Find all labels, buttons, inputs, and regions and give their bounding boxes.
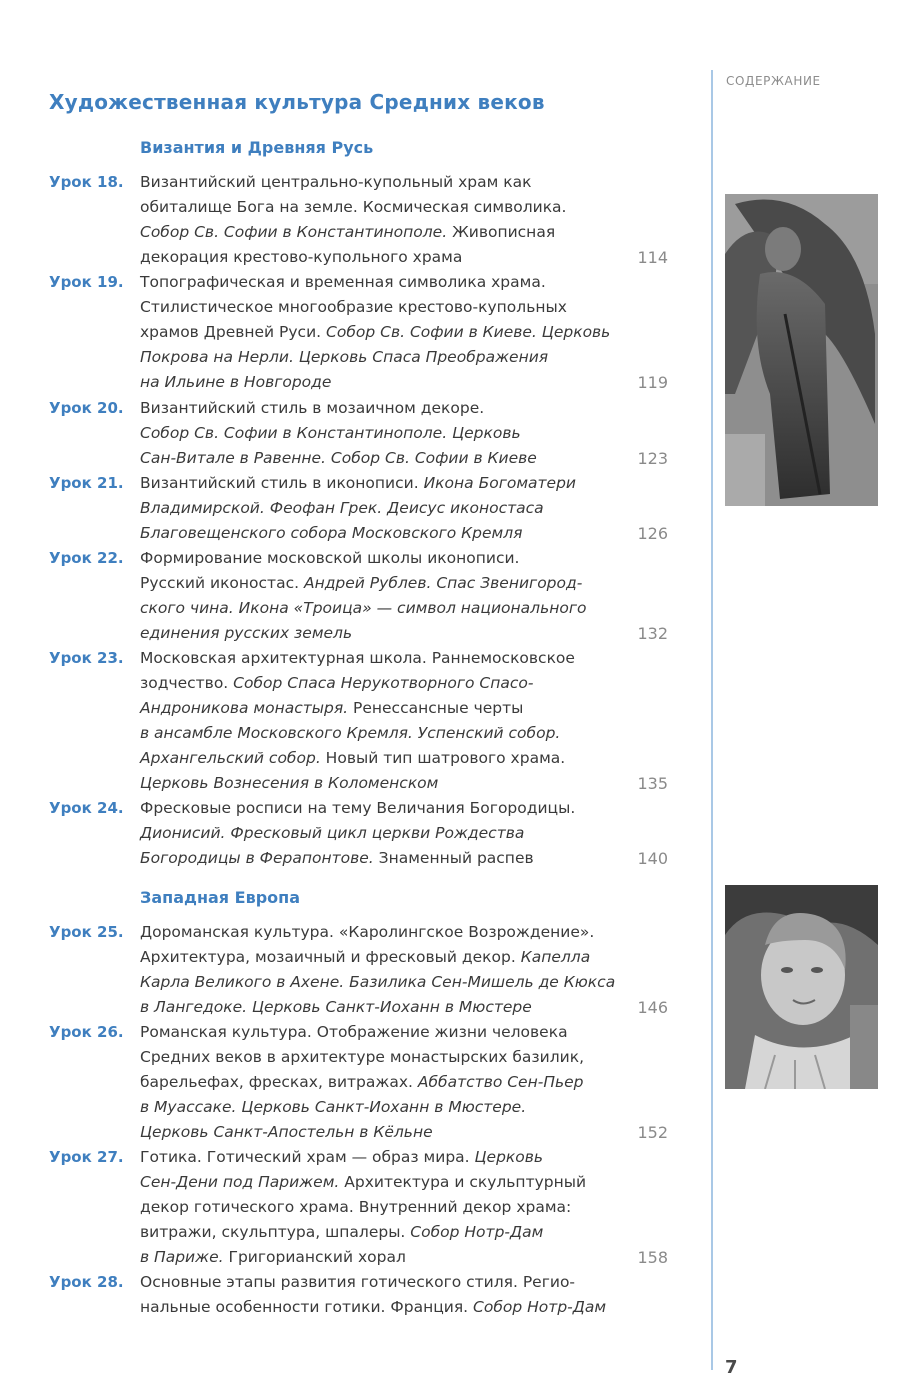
lesson-line: Формирование московской школы иконописи.	[140, 549, 520, 567]
lesson-line: Карла Великого в Ахене. Базилика Сен-Мишель де Кюкса	[140, 973, 616, 991]
lesson-line: Архангельский собор. Новый тип шатрового храма.	[140, 749, 566, 767]
lesson-number: Урок 24.	[49, 799, 124, 817]
lesson-description	[140, 546, 630, 646]
lesson-line: Андроникова монастыря. Ренессансные черты	[140, 699, 524, 717]
side-label: СОДЕРЖАНИЕ	[726, 74, 821, 88]
lesson-number: Урок 20.	[49, 399, 124, 417]
lesson-line: в Лангедоке. Церковь Санкт-Иоханн в Мюстере	[140, 998, 532, 1016]
lesson-number: Урок 25.	[49, 923, 124, 941]
lesson-line: Благовещенского собора Московского Кремля	[140, 524, 523, 542]
lesson-line: Византийский центрально-купольный храм как	[140, 173, 532, 191]
lesson-line: витражи, скульптура, шпалеры. Собор Нотр-Дам	[140, 1223, 544, 1241]
page-title: Художественная культура Средних веков	[49, 90, 545, 114]
lesson-line: декор готического храма. Внутренний декор храма:	[140, 1198, 572, 1216]
lesson-line: Дионисий. Фресковый цикл церкви Рождества	[140, 824, 525, 842]
lesson-line: декорация крестово-купольного храма	[140, 248, 463, 266]
lesson-page-number: 152	[637, 1123, 668, 1142]
lesson-line: Топографическая и временная символика храма.	[140, 273, 546, 291]
lesson-line: Византийский стиль в иконописи. Икона Богоматери	[140, 474, 576, 492]
lesson-line: ского чина. Икона «Троица» — символ национального	[140, 599, 587, 617]
lesson-line: Архитектура, мозаичный и фресковый декор. Капелла	[140, 948, 591, 966]
lesson-line: Собор Св. Софии в Константинополе. Церковь	[140, 424, 521, 442]
lesson-number: Урок 26.	[49, 1023, 124, 1041]
lesson-line: Сан-Витале в Равенне. Собор Св. Софии в Киеве	[140, 449, 537, 467]
lesson-number: Урок 22.	[49, 549, 124, 567]
section-title-western-europe: Западная Европа	[140, 888, 300, 907]
lesson-number: Урок 18.	[49, 173, 124, 191]
lesson-description	[140, 471, 630, 546]
lesson-line: на Ильине в Новгороде	[140, 373, 332, 391]
lesson-line: Богородицы в Ферапонтове. Знаменный распев	[140, 849, 534, 867]
lesson-line: Дороманская культура. «Каролингское Возрождение».	[140, 923, 595, 941]
sculpted-bust-image	[725, 885, 878, 1089]
section-title-byzantium: Византия и Древняя Русь	[140, 138, 374, 157]
lesson-line: Церковь Вознесения в Коломенском	[140, 774, 439, 792]
lesson-line: Средних веков в архитектуре монастырских базилик,	[140, 1048, 585, 1066]
lesson-line: Стилистическое многообразие крестово-купольных	[140, 298, 567, 316]
lesson-line: Русский иконостас. Андрей Рублев. Спас Звенигород-	[140, 574, 583, 592]
lesson-line: нальные особенности готики. Франция. Собор Нотр-Дам	[140, 1298, 607, 1316]
lesson-line: в ансамбле Московского Кремля. Успенский собор.	[140, 724, 561, 742]
lesson-page-number: 126	[637, 524, 668, 543]
lesson-description	[140, 1020, 630, 1145]
lesson-description	[140, 270, 630, 395]
lesson-line: барельефах, фресках, витражах. Аббатство Сен-Пьер	[140, 1073, 584, 1091]
lesson-page-number: 146	[637, 998, 668, 1017]
lesson-page-number: 135	[637, 774, 668, 793]
lesson-line: в Париже. Григорианский хорал	[140, 1248, 406, 1266]
lesson-line: Церковь Санкт-Апостельн в Кёльне	[140, 1123, 433, 1141]
lesson-line: Сен-Дени под Парижем. Архитектура и скульптурный	[140, 1173, 587, 1191]
lesson-description	[140, 396, 630, 471]
lesson-page-number: 158	[637, 1248, 668, 1267]
lesson-description	[140, 170, 630, 270]
lesson-description	[140, 1270, 630, 1320]
lesson-number: Урок 28.	[49, 1273, 124, 1291]
lesson-line: в Муассаке. Церковь Санкт-Иоханн в Мюстере.	[140, 1098, 527, 1116]
lesson-line: Покрова на Нерли. Церковь Спаса Преображения	[140, 348, 549, 366]
lesson-page-number: 123	[637, 449, 668, 468]
lesson-line: зодчество. Собор Спаса Нерукотворного Спасо-	[140, 674, 534, 692]
lesson-description	[140, 1145, 630, 1270]
lesson-line: храмов Древней Руси. Собор Св. Софии в Киеве. Церковь	[140, 323, 611, 341]
angel-fresco-image	[725, 194, 878, 506]
lesson-page-number: 114	[637, 248, 668, 267]
lesson-description	[140, 920, 630, 1020]
lesson-number: Урок 19.	[49, 273, 124, 291]
lesson-description	[140, 796, 630, 871]
lesson-line: Романская культура. Отображение жизни человека	[140, 1023, 568, 1041]
side-rule	[711, 70, 713, 1370]
lesson-description	[140, 646, 630, 796]
lesson-number: Урок 27.	[49, 1148, 124, 1166]
lesson-line: Фресковые росписи на тему Величания Богородицы.	[140, 799, 576, 817]
lesson-line: Владимирской. Феофан Грек. Деисус иконостаса	[140, 499, 544, 517]
lesson-line: Византийский стиль в мозаичном декоре.	[140, 399, 485, 417]
lesson-line: Основные этапы развития готического стиля. Регио-	[140, 1273, 576, 1291]
lesson-page-number: 119	[637, 373, 668, 392]
lesson-line: обиталище Бога на земле. Космическая символика.	[140, 198, 567, 216]
lesson-number: Урок 23.	[49, 649, 124, 667]
page-number: 7	[725, 1357, 738, 1378]
lesson-page-number: 140	[637, 849, 668, 868]
lesson-line: Готика. Готический храм — образ мира. Церковь	[140, 1148, 544, 1166]
lesson-page-number: 132	[637, 624, 668, 643]
lesson-line: единения русских земель	[140, 624, 353, 642]
lesson-number: Урок 21.	[49, 474, 124, 492]
lesson-line: Московская архитектурная школа. Раннемосковское	[140, 649, 575, 667]
lesson-line: Собор Св. Софии в Константинополе. Живописная	[140, 223, 556, 241]
